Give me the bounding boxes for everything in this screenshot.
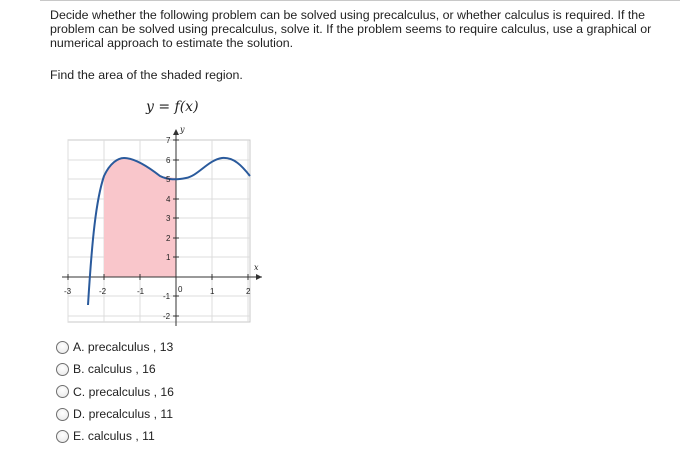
answer-choices [56, 336, 174, 447]
x-tick-label: 0 [178, 285, 183, 294]
radio-button[interactable] [56, 341, 69, 354]
choice-label: A. precalculus , 13 [73, 340, 174, 355]
choice-label: E. calculus , 11 [73, 429, 155, 444]
choice-label: C. precalculus , 16 [73, 384, 174, 399]
y-tick-label: 3 [166, 214, 171, 223]
choice-a[interactable] [56, 336, 174, 358]
x-axis-arrow [256, 274, 262, 280]
y-tick-label: 6 [166, 156, 171, 165]
y-tick-label: -1 [163, 292, 171, 301]
x-axis-label: x [254, 263, 259, 272]
y-tick-label: 5 [166, 175, 171, 184]
choice-label: D. precalculus , 11 [73, 407, 174, 422]
x-tick-label: -3 [64, 287, 72, 296]
y-tick-label: 1 [166, 253, 171, 262]
y-tick-label: 2 [166, 234, 171, 243]
y-tick-label: 7 [166, 136, 171, 145]
choice-label: B. calculus , 16 [73, 362, 156, 377]
choice-c[interactable] [56, 381, 174, 403]
x-tick-label: -2 [99, 287, 107, 296]
x-tick-label: -1 [137, 287, 145, 296]
y-axis-arrow [173, 129, 179, 135]
graph-title: y = f(x) [146, 99, 199, 115]
radio-button[interactable] [56, 385, 69, 398]
choice-b[interactable] [56, 358, 174, 380]
y-tick-label: 4 [166, 195, 171, 204]
x-tick-label: 2 [246, 287, 251, 296]
x-tick-label: 1 [210, 287, 215, 296]
radio-button[interactable] [56, 363, 69, 376]
question-text: Decide whether the following problem can be solved using precalculus, or whether calculus is required. If the problem can be solved using precalculus, solve it. If the problem seems to require calculus, use a graphical or numerical approach to estimate the solution. [50, 8, 652, 50]
radio-button[interactable] [56, 430, 69, 443]
choice-e[interactable] [56, 425, 174, 447]
question-prompt: Find the area of the shaded region. [50, 68, 243, 82]
y-axis-label: y [180, 125, 185, 134]
radio-button[interactable] [56, 408, 69, 421]
y-tick-label: -2 [163, 312, 171, 321]
choice-d[interactable] [56, 403, 174, 425]
